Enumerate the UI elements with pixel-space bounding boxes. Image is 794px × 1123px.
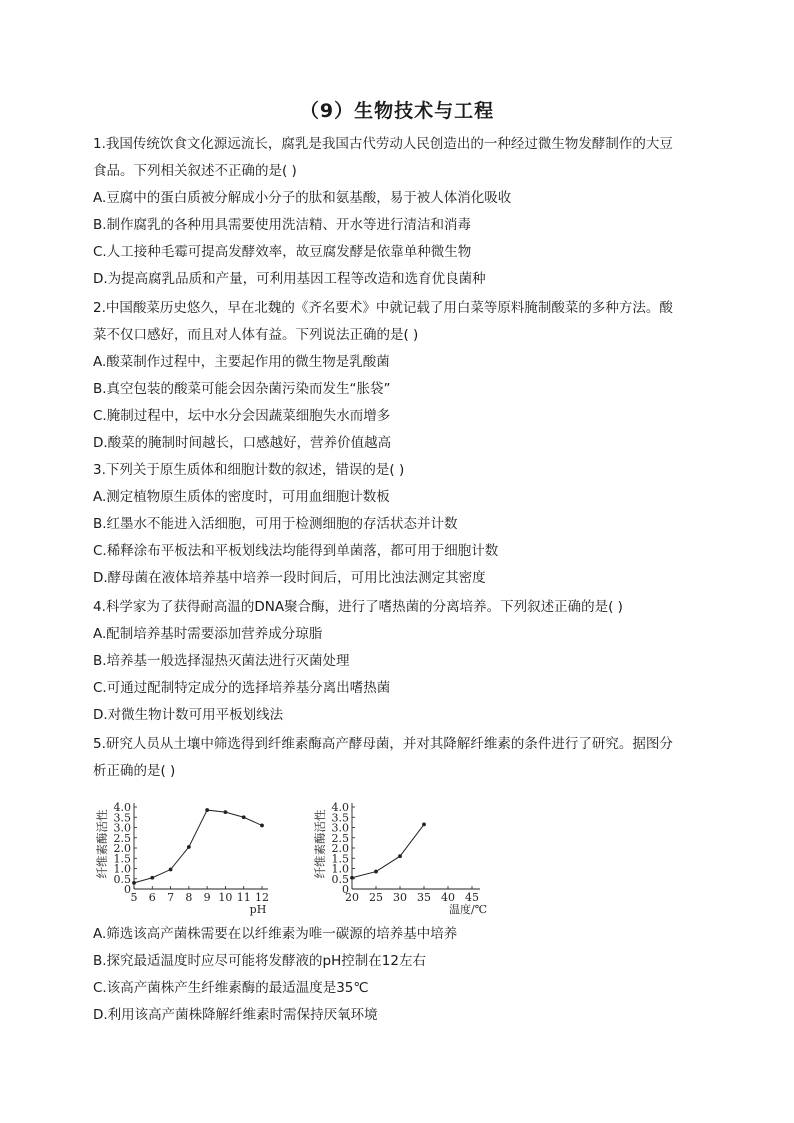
question-5-option-a: A.筛选该高产菌株需要在以纤维素为唯一碳源的培养基中培养 <box>93 926 458 942</box>
question-2-option-d: D.酸菜的腌制时间越长，口感越好，营养价值越高 <box>93 435 392 451</box>
chart-1-data-point <box>260 824 264 828</box>
chart-2-y-tick-label: 1.5 <box>331 852 349 866</box>
chart-2-series-line <box>352 824 424 877</box>
question-2-stem-line-1: 2.中国酸菜历史悠久，早在北魏的《齐名要术》中就记载了用白菜等原料腌制酸菜的多种方法。酸 <box>93 300 673 316</box>
question-2-option-a: A.酸菜制作过程中，主要起作用的微生物是乳酸菌 <box>93 354 390 370</box>
chart-1-data-point <box>242 815 246 819</box>
chart-1-series-line <box>134 810 262 883</box>
chart-1-y-tick-label: 2.5 <box>113 831 131 845</box>
chart-1-x-axis-label: pH <box>249 903 267 916</box>
chart-1-data-point <box>169 868 173 872</box>
question-3-option-c: C.稀释涂布平板法和平板划线法均能得到单菌落，都可用于细胞计数 <box>93 543 499 559</box>
chart-1-x-tick-label: 10 <box>218 891 233 904</box>
question-3-option-b: B.红墨水不能进入活细胞，可用于检测细胞的存活状态并计数 <box>93 516 458 532</box>
question-1-stem-line-1: 1.我国传统饮食文化源远流长，腐乳是我国古代劳动人民创造出的一种经过微生物发酵制作的大豆 <box>93 136 673 152</box>
question-5-option-d: D.利用该高产菌株降解纤维素时需保持厌氧环境 <box>93 1007 378 1023</box>
question-5-option-b: B.探究最适温度时应尽可能将发酵液的pH控制在12左右 <box>93 953 426 969</box>
question-1-option-d: D.为提高腐乳品质和产量，可利用基因工程等改造和选育优良菌种 <box>93 271 486 287</box>
chart-2-y-tick-label: 0.5 <box>331 872 349 886</box>
chart-1-data-point <box>150 876 154 880</box>
chart-1-y-tick-label: 1.0 <box>113 862 131 876</box>
chart-1-y-tick-label: 0 <box>124 883 131 896</box>
chart-1-data-point <box>187 845 191 849</box>
chart-2-y-tick-label: 3.5 <box>331 811 349 825</box>
chart-2-y-axis-label: 纤维素酶活性 <box>313 809 327 879</box>
chart-1-x-tick-label: 12 <box>255 891 269 904</box>
chart-1-x-tick-label: 8 <box>185 891 193 904</box>
chart-2-data-point <box>374 870 378 874</box>
chart-2-data-point <box>398 854 402 858</box>
chart-1-data-point <box>132 881 136 885</box>
question-1-option-c: C.人工接种毛霉可提高发酵效率，故豆腐发酵是依靠单种微生物 <box>93 244 472 260</box>
chart-2-y-tick-label: 3.0 <box>331 821 349 835</box>
chart-2-y-tick-label: 2.5 <box>331 831 349 845</box>
question-5-stem-line-2: 析正确的是( ) <box>93 763 176 779</box>
chart-1-x-tick-label: 11 <box>236 891 251 904</box>
chart-2-x-tick-label: 30 <box>393 891 407 904</box>
question-1-option-b: B.制作腐乳的各种用具需要使用洗洁精、开水等进行清洁和消毒 <box>93 217 472 233</box>
chart-2-y-tick-label: 0 <box>342 883 349 896</box>
chart-2-x-tick-label: 40 <box>441 891 455 904</box>
question-2-option-b: B.真空包装的酸菜可能会因杂菌污染而发生“胀袋” <box>93 381 391 397</box>
question-4-option-c: C.可通过配制特定成分的选择培养基分离出嗜热菌 <box>93 680 391 696</box>
chart-1-data-point <box>205 808 209 812</box>
chart-2-data-point <box>422 823 426 827</box>
chart-1-y-tick-label: 2.0 <box>113 842 131 855</box>
question-4-option-b: B.培养基一般选择湿热灭菌法进行灭菌处理 <box>93 653 350 669</box>
question-3-option-a: A.测定植物原生质体的密度时，可用血细胞计数板 <box>93 489 390 505</box>
chart-2-x-tick-label: 25 <box>369 891 383 904</box>
chart-2-data-point <box>350 876 354 880</box>
chart-1-x-tick-label: 6 <box>148 891 156 904</box>
charts-svg <box>92 794 492 920</box>
chart-1-data-point <box>224 810 228 814</box>
chart-1-y-tick-label: 0.5 <box>113 872 131 886</box>
question-4-option-d: D.对微生物计数可用平板划线法 <box>93 707 284 723</box>
chart-1-x-tick-label: 9 <box>203 891 211 904</box>
question-4-option-a: A.配制培养基时需要添加营养成分琼脂 <box>93 626 323 642</box>
chart-2-x-tick-label: 45 <box>465 891 479 904</box>
page-title: （9）生物技术与工程 <box>299 100 495 122</box>
question-2-stem-line-2: 菜不仅口感好，而且对人体有益。下列说法正确的是( ) <box>93 327 419 343</box>
chart-1-y-tick-label: 3.0 <box>113 821 131 835</box>
chart-1-y-tick-label: 1.5 <box>113 852 131 866</box>
chart-1-y-tick-label: 3.5 <box>113 811 131 825</box>
chart-2-y-tick-label: 4.0 <box>331 801 349 814</box>
question-3-option-d: D.酵母菌在液体培养基中培养一段时间后，可用比浊法测定其密度 <box>93 570 486 586</box>
chart-1-y-tick-label: 4.0 <box>113 801 131 814</box>
question-3-stem: 3.下列关于原生质体和细胞计数的叙述，错误的是( ) <box>93 462 405 478</box>
question-2-option-c: C.腌制过程中，坛中水分会因蔬菜细胞失水而增多 <box>93 408 391 424</box>
question-4-stem: 4.科学家为了获得耐高温的DNA聚合酶，进行了嗜热菌的分离培养。下列叙述正确的是( ) <box>93 599 623 615</box>
question-1-option-a: A.豆腐中的蛋白质被分解成小分子的肽和氨基酸，易于被人体消化吸收 <box>93 190 512 206</box>
chart-2-x-tick-label: 20 <box>345 891 359 904</box>
chart-1-x-tick-label: 5 <box>130 891 138 904</box>
question-5-figure <box>92 794 492 920</box>
chart-2-y-tick-label: 2.0 <box>331 842 349 855</box>
chart-2-x-tick-label: 35 <box>417 891 431 904</box>
chart-2-y-tick-label: 1.0 <box>331 862 349 876</box>
chart-1-x-tick-label: 7 <box>167 891 175 904</box>
chart-2-x-axis-label: 温度/℃ <box>448 903 488 916</box>
question-5-option-c: C.该高产菌株产生纤维素酶的最适温度是35℃ <box>93 980 369 996</box>
question-1-stem-line-2: 食品。下列相关叙述不正确的是( ) <box>93 163 297 179</box>
question-5-stem-line-1: 5.研究人员从土壤中筛选得到纤维素酶高产酵母菌，并对其降解纤维素的条件进行了研究。据图分 <box>93 736 673 752</box>
chart-1-y-axis-label: 纤维素酶活性 <box>95 809 109 879</box>
